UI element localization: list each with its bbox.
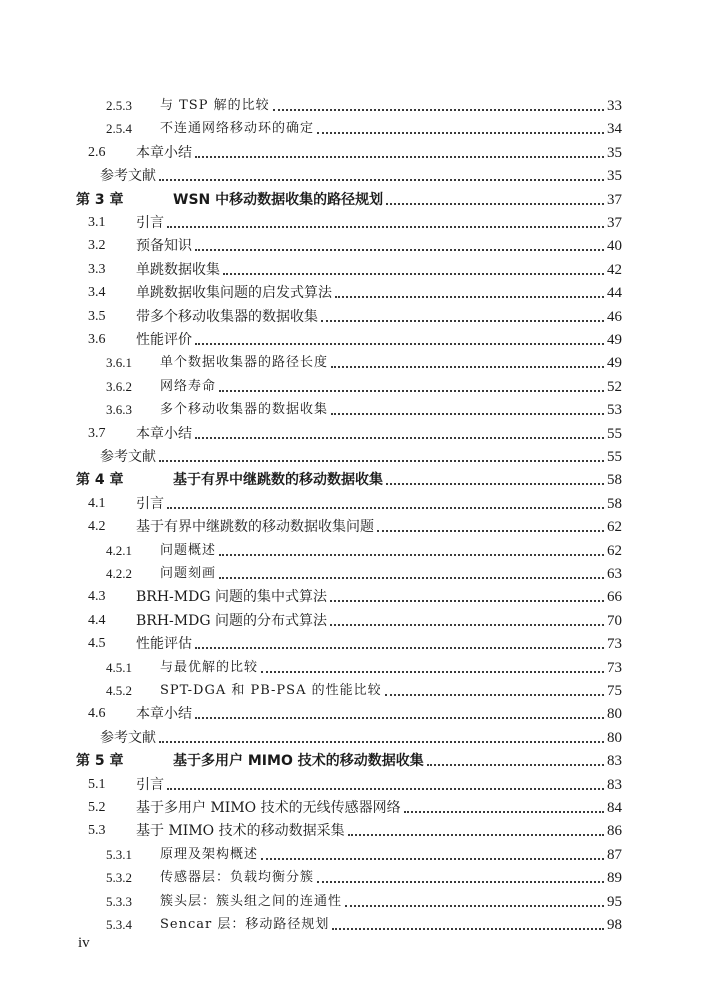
dot-leader [330,600,604,602]
toc-entry-title: 本章小结 [136,425,192,442]
toc-entry[interactable] [100,726,622,750]
toc-entry[interactable] [106,866,622,890]
toc-entry-number: 3.6.1 [106,355,132,371]
toc-entry-page: 84 [607,800,622,816]
dot-leader [348,834,604,836]
toc-entry-title: 参考文献 [100,729,156,746]
toc-entry[interactable] [106,375,622,399]
toc-entry[interactable] [88,819,622,843]
dot-leader [159,741,604,743]
toc-entry-number: 3.1 [88,215,106,230]
toc-entry-title: 引言 [136,495,164,512]
toc-entry-number: 4.3 [88,589,106,605]
toc-entry-page: 62 [607,519,622,536]
toc-entry-number: 3.5 [88,308,106,324]
toc-entry[interactable] [76,468,622,492]
dot-leader [167,226,604,228]
toc-entry-title: BRH-MDG 问题的集中式算法 [136,589,327,606]
toc-entry-title: 网络寿命 [160,378,217,394]
dot-leader [377,530,604,532]
toc-entry[interactable] [88,796,622,820]
toc-entry-title: 基于 MIMO 技术的移动数据采集 [136,823,345,840]
dot-leader [335,296,604,298]
toc-entry-title: 基于多用户 MIMO 技术的无线传感器网络 [136,800,401,816]
dot-leader [167,507,604,509]
toc-entry[interactable] [106,562,622,586]
toc-entry-number: 第 5 章 [76,753,124,770]
toc-entry-page: 58 [607,472,622,489]
dot-leader [219,390,604,392]
toc-entry-title: 簇头层：簇头组之间的连通性 [160,893,343,909]
toc-entry-title: 本章小结 [136,144,192,161]
toc-entry-number: 3.7 [88,425,106,441]
toc-entry[interactable] [88,305,622,329]
toc-entry-title: 带多个移动收集器的数据收集 [136,308,318,325]
toc-entry[interactable] [88,632,622,656]
toc-entry[interactable] [106,890,622,914]
toc-entry-number: 5.3 [88,823,106,839]
toc-entry[interactable] [88,585,622,609]
toc-entry-title: 单跳数据收集 [136,261,220,278]
toc-entry-title: 问题刻画 [160,566,217,581]
toc-entry[interactable] [106,94,622,118]
toc-entry[interactable] [88,328,622,352]
toc-entry-page: 73 [607,636,622,653]
toc-entry-number: 4.4 [88,612,106,628]
toc-entry-number: 4.1 [88,495,106,511]
dot-leader [223,273,604,275]
toc-entry-title: 参考文献 [100,449,156,465]
toc-entry[interactable] [88,258,622,282]
toc-entry-page: 42 [607,261,622,278]
toc-entry-title: 多个移动收集器的数据收集 [160,402,329,418]
toc-entry-title: Sencar 层：移动路径规划 [160,917,330,932]
dot-leader [317,881,604,883]
dot-leader [219,577,604,579]
toc-entry-page: 95 [607,893,622,910]
toc-entry-number: 5.3.4 [106,917,132,932]
toc-entry-number: 3.2 [88,238,106,254]
toc-entry-page: 75 [607,683,622,699]
dot-leader [195,717,604,719]
toc-entry[interactable] [100,445,622,469]
toc-entry-page: 37 [607,215,622,231]
toc-entry-title: 问题概述 [160,542,217,558]
toc-entry-page: 34 [607,121,622,138]
dot-leader [261,671,604,673]
toc-entry-number: 第 3 章 [76,191,124,208]
toc-entry[interactable] [88,141,622,165]
dot-leader [331,413,604,415]
toc-entry-title: 参考文献 [100,168,156,185]
toc-entry-number: 4.5.2 [106,683,132,698]
toc-entry-title: WSN 中移动数据收集的路径规划 [173,191,384,208]
toc-entry-title: 引言 [136,776,164,793]
toc-entry[interactable] [88,211,622,235]
dot-leader [273,109,604,111]
toc-entry-title: 与最优解的比较 [160,659,259,675]
page-number-footer: iv [78,935,90,951]
toc-entry-title: 性能评价 [136,332,192,348]
toc-entry-page: 49 [607,355,622,372]
toc-entry-number: 2.5.3 [106,98,132,113]
toc-entry-number: 4.5.1 [106,659,132,675]
toc-entry-number: 4.5 [88,636,106,652]
toc-entry-number: 5.3.1 [106,846,132,862]
toc-entry-page: 53 [607,402,622,419]
toc-entry-number: 3.6.2 [106,378,132,394]
dot-leader [195,249,604,251]
toc-entry-page: 40 [607,238,622,255]
toc-entry-page: 35 [607,168,622,185]
toc-entry-page: 63 [607,566,622,582]
toc-entry-page: 98 [607,917,622,933]
toc-entry[interactable] [106,398,622,422]
dot-leader [159,179,604,181]
dot-leader [167,788,604,790]
dot-leader [345,905,604,907]
toc-entry-title: 原理及架构概述 [160,846,259,862]
toc-entry-page: 55 [607,425,622,442]
toc-entry[interactable] [88,492,622,516]
dot-leader [195,437,604,439]
dot-leader [427,764,604,766]
toc-entry-title: 单跳数据收集问题的启发式算法 [136,285,332,302]
toc-entry-page: 44 [607,285,622,302]
toc-entry-number: 3.6 [88,332,106,347]
toc-entry-page: 49 [607,332,622,348]
toc-entry-title: 预备知识 [136,238,192,255]
toc-entry-page: 89 [607,870,622,887]
toc-entry-number: 5.3.2 [106,870,132,886]
toc-entry-page: 80 [607,706,622,723]
toc-entry[interactable] [106,539,622,563]
toc-entry[interactable] [106,913,622,937]
toc-entry-number: 4.2 [88,519,106,535]
toc-entry-page: 55 [607,449,622,465]
toc-entry-title: 性能评估 [136,636,192,653]
toc-entry-number: 3.3 [88,261,106,277]
toc-entry-page: 70 [607,612,622,629]
toc-entry[interactable] [88,609,622,633]
toc-entry-title: 单个数据收集器的路径长度 [160,355,329,371]
toc-entry[interactable] [100,164,622,188]
toc-entry-number: 3.6.3 [106,402,132,418]
toc-entry[interactable] [106,843,622,867]
toc-entry-number: 5.2 [88,800,106,815]
toc-entry-title: 引言 [136,215,164,231]
dot-leader [159,460,604,462]
dot-leader [261,858,604,860]
dot-leader [331,366,604,368]
dot-leader [404,811,604,813]
toc-entry-page: 66 [607,589,622,606]
toc-entry[interactable] [106,679,622,703]
toc-entry-page: 52 [607,378,622,395]
toc-entry-number: 2.6 [88,144,106,160]
dot-leader [385,694,604,696]
toc-entry[interactable] [106,117,622,141]
toc-entry[interactable] [88,515,622,539]
toc-entry-title: BRH-MDG 问题的分布式算法 [136,612,327,629]
toc-entry[interactable] [76,749,622,773]
toc-entry-number: 2.5.4 [106,121,132,137]
toc-entry[interactable] [88,234,622,258]
toc-entry-title: 不连通网络移动环的确定 [160,121,315,137]
toc-entry-page: 35 [607,144,622,161]
toc-entry[interactable] [106,656,622,680]
toc-entry[interactable] [76,188,622,212]
toc-entry-page: 83 [607,753,622,770]
dot-leader [195,156,604,158]
toc-entry-number: 5.1 [88,776,106,792]
dot-leader [195,647,604,649]
toc-entry-title: SPT-DGA 和 PB-PSA 的性能比较 [160,683,382,698]
toc-entry[interactable] [106,351,622,375]
toc-entry[interactable] [88,773,622,797]
toc-entry-title: 传感器层：负载均衡分簇 [160,870,315,886]
dot-leader [317,132,604,134]
toc-entry-title: 本章小结 [136,706,192,723]
toc-entry-number: 3.4 [88,285,106,301]
toc-entry[interactable] [88,422,622,446]
toc-entry-page: 58 [607,495,622,512]
toc-entry-number: 4.2.2 [106,566,132,581]
dot-leader [330,624,604,626]
toc-entry-title: 基于有界中继跳数的移动数据收集 [173,472,383,489]
toc-entry-page: 37 [607,191,622,208]
toc-entry-number: 4.6 [88,706,106,722]
toc-entry[interactable] [88,702,622,726]
toc-entry-page: 80 [607,729,622,746]
dot-leader [219,554,604,556]
toc-entry-title: 与 TSP 解的比较 [160,98,270,113]
dot-leader [386,203,604,205]
toc-entry-page: 62 [607,542,622,559]
toc-entry[interactable] [88,281,622,305]
toc-entry-title: 基于多用户 MIMO 技术的移动数据收集 [173,753,424,770]
toc-entry-page: 33 [607,98,622,114]
toc-entry-page: 87 [607,846,622,863]
toc-entry-page: 46 [607,308,622,325]
toc-entry-number: 4.2.1 [106,542,132,558]
dot-leader [195,343,604,345]
toc-entry-page: 83 [607,776,622,793]
toc-entry-page: 86 [607,823,622,840]
dot-leader [386,483,604,485]
toc-entry-number: 5.3.3 [106,893,132,909]
dot-leader [332,928,604,930]
toc-entry-title: 基于有界中继跳数的移动数据收集问题 [136,519,374,536]
toc-entry-page: 73 [607,659,622,676]
toc-entry-number: 第 4 章 [76,472,124,489]
dot-leader [321,320,604,322]
